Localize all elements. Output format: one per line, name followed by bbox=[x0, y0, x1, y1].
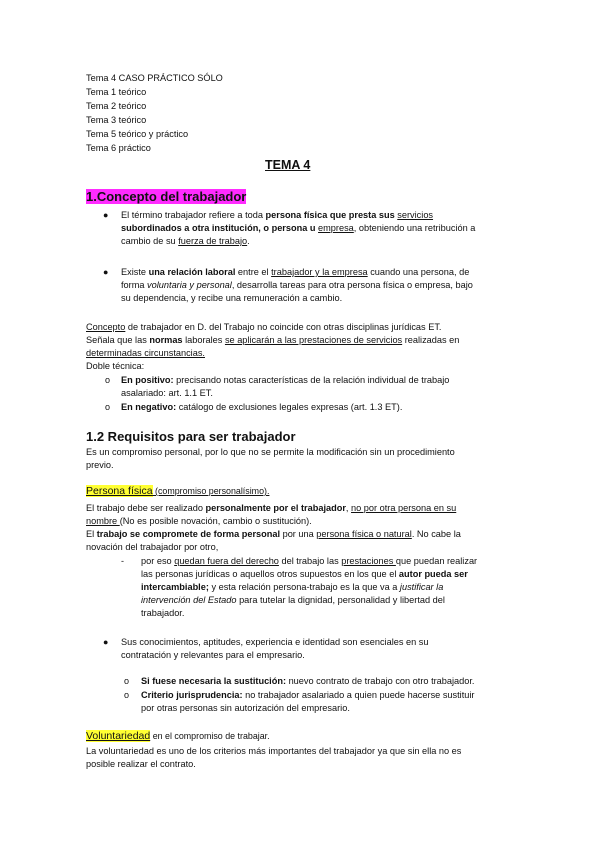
paragraph-line: Criterio jurisprudencia: no trabajador asalariado a quien puede hacerse sustituir bbox=[141, 690, 475, 700]
paragraph-line: las personas jurídicas o aquellos otros supuestos en los que el autor pueda ser bbox=[141, 569, 468, 579]
toc-item: Tema 5 teórico y práctico bbox=[86, 129, 189, 139]
paragraph-line: intercambiable; y esta relación persona-trabajo es la que va a justificar la bbox=[141, 582, 444, 592]
paragraph-line: cambio de su fuerza de trabajo. bbox=[121, 236, 250, 246]
paragraph-line: asalariado: art. 1.1 ET. bbox=[121, 388, 213, 398]
paragraph-line: determinadas circunstancias. bbox=[86, 348, 205, 358]
toc-item: Tema 6 práctico bbox=[86, 143, 151, 153]
toc-item: Tema 4 CASO PRÁCTICO SÓLO bbox=[86, 73, 223, 83]
paragraph-line: En positivo: precisando notas características de la relación individual de trabajo bbox=[121, 375, 450, 385]
toc-item: Tema 2 teórico bbox=[86, 101, 147, 111]
paragraph-line: Si fuese necesaria la sustitución: nuevo contrato de trabajo con otro trabajador. bbox=[141, 676, 475, 686]
paragraph-line: Sus conocimientos, aptitudes, experiencia e identidad son esenciales en su bbox=[121, 637, 429, 647]
dash-bullet: - bbox=[121, 556, 124, 566]
toc-item: Tema 1 teórico bbox=[86, 87, 147, 97]
paragraph-line: Concepto de trabajador en D. del Trabajo no coincide con otras disciplinas jurídicas ET. bbox=[86, 322, 442, 332]
page-title: TEMA 4 bbox=[265, 158, 311, 172]
paragraph-line: contratación y relevantes para el empresario. bbox=[121, 650, 305, 660]
paragraph-line: El trabajo debe ser realizado personalmente por el trabajador, no por otra persona en su bbox=[86, 503, 457, 513]
paragraph-line: intervención del Estado para tutelar la dignidad, personalidad y libertad del bbox=[141, 595, 445, 605]
paragraph-line: En negativo: catálogo de exclusiones legales expresas (art. 1.3 ET). bbox=[121, 402, 403, 412]
paragraph-line: nombre (No es posible novación, cambio o sustitución). bbox=[86, 516, 312, 526]
paragraph-line: por eso quedan fuera del derecho del trabajo las prestaciones que puedan realizar bbox=[141, 556, 478, 566]
paragraph-line: trabajador. bbox=[141, 608, 185, 618]
paragraph-line: Señala que las normas laborales se aplicarán a las prestaciones de servicios realizadas en bbox=[86, 335, 460, 345]
subsection-heading: Persona física (compromiso personalísimo). bbox=[86, 485, 270, 497]
circle-bullet: o bbox=[105, 375, 111, 385]
bullet-dot: ● bbox=[103, 210, 109, 220]
paragraph-line: Es un compromiso personal, por lo que no se permite la modificación sin un procedimiento bbox=[86, 447, 455, 457]
circle-bullet: o bbox=[124, 690, 130, 700]
paragraph-line: subordinados a otra institución, o persona u empresa, obteniendo una retribución a bbox=[121, 223, 476, 233]
section-heading: 1.Concepto del trabajador bbox=[86, 189, 247, 204]
paragraph-line: forma voluntaria y personal, desarrolla tareas para otra persona física o empresa, bajo bbox=[121, 280, 473, 290]
paragraph-line: previo. bbox=[86, 460, 114, 470]
paragraph-line: Existe una relación laboral entre el trabajador y la empresa cuando una persona, de bbox=[121, 267, 470, 277]
toc-item: Tema 3 teórico bbox=[86, 115, 147, 125]
section-heading: 1.2 Requisitos para ser trabajador bbox=[86, 429, 296, 444]
paragraph-line: La voluntariedad es uno de los criterios más importantes del trabajador ya que sin ella no es bbox=[86, 746, 462, 756]
paragraph-line: novación del trabajador por otro, bbox=[86, 542, 219, 552]
bullet-dot: ● bbox=[103, 267, 109, 277]
paragraph-line: por otras personas sin autorización del empresario. bbox=[141, 703, 350, 713]
paragraph-line: El trabajo se compromete de forma personal por una persona física o natural. No cabe la bbox=[86, 529, 461, 539]
paragraph-line: posible realizar el contrato. bbox=[86, 759, 196, 769]
circle-bullet: o bbox=[105, 402, 111, 412]
paragraph-line: Doble técnica: bbox=[86, 361, 145, 371]
subsection-heading: Voluntariedad en el compromiso de trabajar. bbox=[86, 730, 270, 742]
bullet-dot: ● bbox=[103, 637, 109, 647]
paragraph-line: su dependencia, y recibe una remuneración a cambio. bbox=[121, 293, 343, 303]
circle-bullet: o bbox=[124, 676, 130, 686]
paragraph-line: El término trabajador refiere a toda persona física que presta sus servicios bbox=[121, 210, 434, 220]
